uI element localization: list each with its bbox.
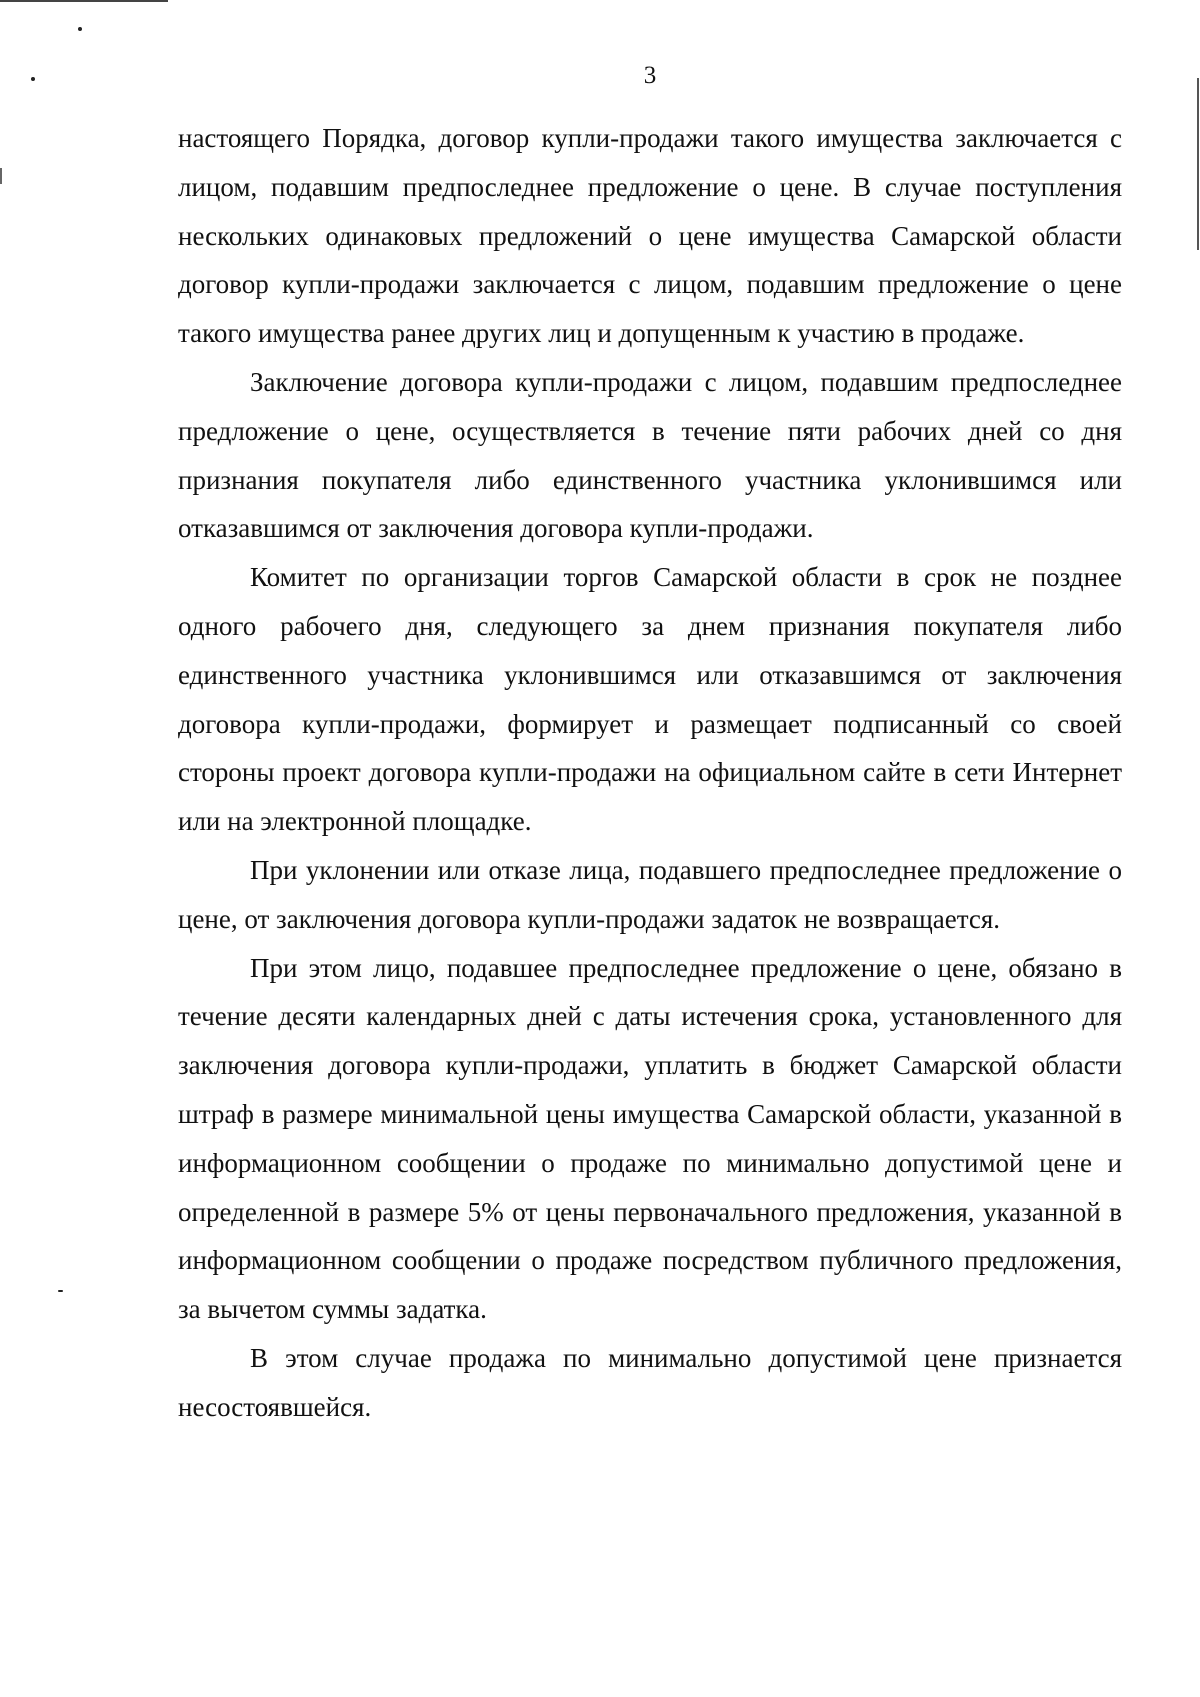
paragraph-6: В этом случае продажа по минимально допустимой цене признается несостоявшейся. (178, 1342, 1122, 1422)
paragraph-3: Комитет по организации торгов Самарской области в срок не позднее одного рабочего дня, следующего за днем признания покупателя либо единственного участника уклонившимся или отказавшимся от заключения договора купли-продажи, формирует и размещает подписанный со своей стороны проект договора купли-продажи на официальном сайте в сети Интернет или на электронной площадке. (178, 562, 1122, 837)
scan-speck (31, 77, 35, 81)
scan-speck (78, 27, 82, 31)
paragraph-2: Заключение договора купли-продажи с лицом, подавшим предпоследнее предложение о цене, осуществляется в течение пяти рабочих дней со дня признания покупателя либо единственного участника уклонившимся или отказавшимся от заключения договора купли-продажи. (178, 366, 1122, 544)
scan-artifact-right-edge (1197, 78, 1199, 250)
paragraph-1: настоящего Порядка, договор купли-продажи такого имущества заключается с лицом, подавшим предпоследнее предложение о цене. В случае поступления нескольких одинаковых предложений о цене имущества Самарской области договор купли-продажи заключается с лицом, подавшим предложение о цене такого имущества ранее других лиц и допущенным к участию в продаже. (178, 123, 1122, 349)
scan-artifact-top-line (0, 0, 168, 2)
scan-speck (58, 1290, 63, 1292)
paragraph-4: При уклонении или отказе лица, подавшего предпоследнее предложение о цене, от заключения договора купли-продажи задаток не возвращается. (178, 854, 1122, 934)
scan-artifact-left-tick (0, 168, 2, 184)
paragraph-5: При этом лицо, подавшее предпоследнее предложение о цене, обязано в течение десяти календарных дней с даты истечения срока, установленного для заключения договора купли-продажи, уплатить в бюджет Самарской области штраф в размере минимальной цены имущества Самарской области, указанной в информационном сообщении о продаже по минимально допустимой цене и определенной в размере 5% от цены первоначального предложения, указанной в информационном сообщении о продаже посредством публичного предложения, за вычетом суммы задатка. (178, 952, 1122, 1325)
document-body (178, 114, 1122, 1432)
page-number: 3 (643, 62, 657, 89)
